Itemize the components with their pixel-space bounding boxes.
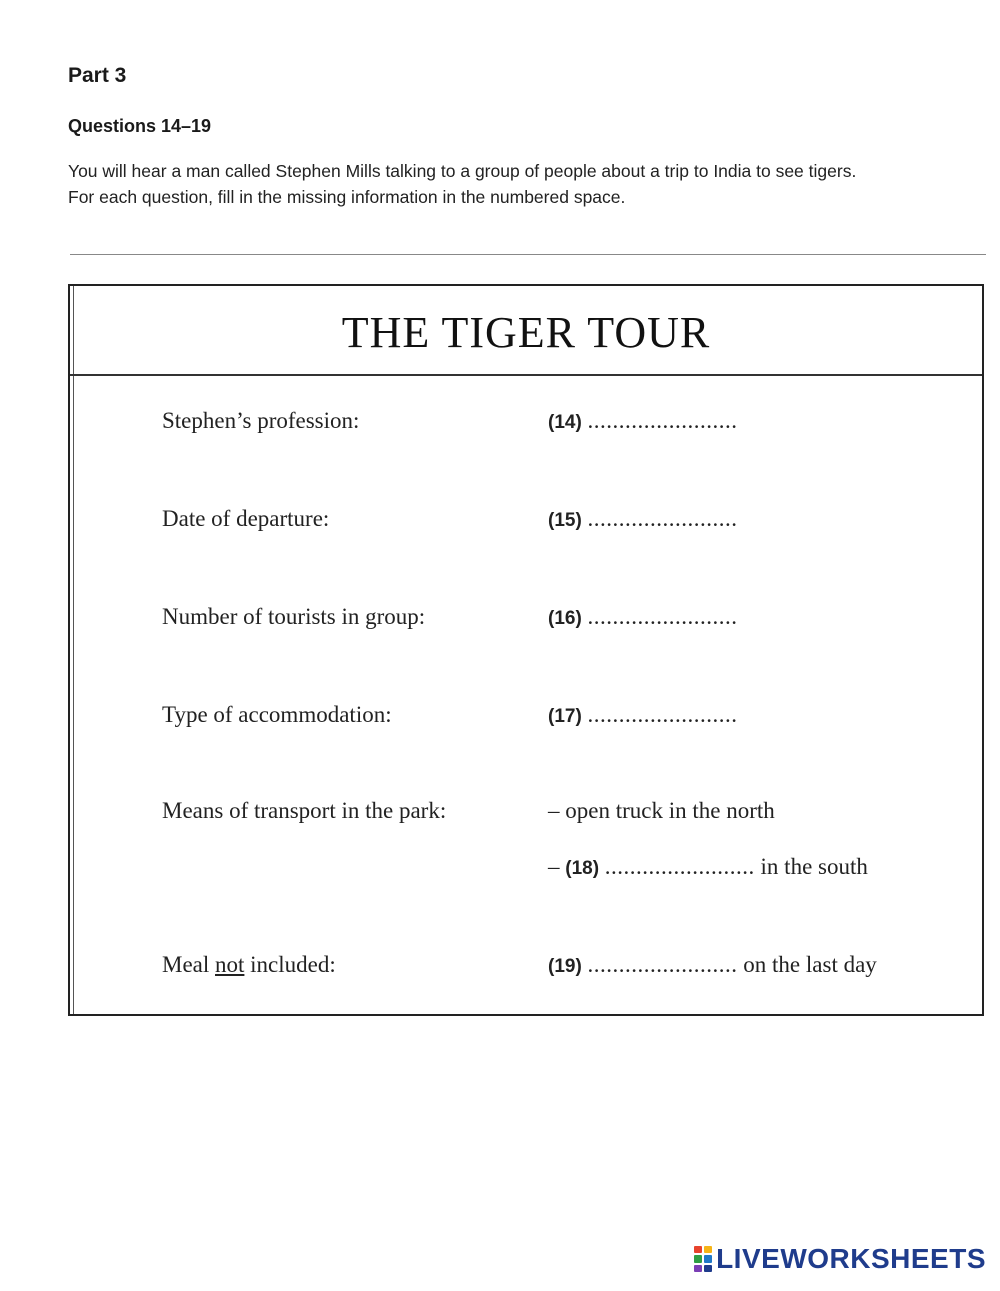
divider xyxy=(70,254,986,255)
logo-square xyxy=(694,1265,702,1272)
label-part: Meal xyxy=(162,952,216,977)
question-number: (15) xyxy=(548,510,582,531)
answer-blank[interactable]: ........................ xyxy=(587,408,738,433)
answer-16[interactable] xyxy=(548,604,738,630)
logo-square xyxy=(704,1246,712,1253)
answer-suffix: in the south xyxy=(754,854,868,879)
logo-text: LIVEWORKSHEETS xyxy=(716,1243,986,1274)
question-number: (17) xyxy=(548,706,582,727)
field-label: Stephen’s profession: xyxy=(162,408,360,433)
answer-blank[interactable]: ........................ xyxy=(587,952,738,977)
answer-15[interactable] xyxy=(548,506,738,532)
answer-blank[interactable]: ........................ xyxy=(587,702,738,727)
answer-18[interactable] xyxy=(548,854,868,880)
answer-blank[interactable]: ........................ xyxy=(604,854,755,879)
tiger-tour-form xyxy=(68,284,984,1016)
liveworksheets-icon xyxy=(694,1246,712,1272)
logo-square xyxy=(694,1255,702,1262)
question-number: (18) xyxy=(565,858,600,879)
answer-14[interactable] xyxy=(548,408,738,434)
form-title: THE TIGER TOUR xyxy=(341,307,711,357)
logo-square xyxy=(704,1255,712,1262)
label-part: included: xyxy=(244,952,336,977)
field-label: Type of accommodation: xyxy=(162,702,392,727)
answer-17[interactable] xyxy=(548,702,738,728)
field-label xyxy=(162,952,336,978)
answer-19[interactable] xyxy=(548,952,877,978)
form-title-row xyxy=(70,286,982,376)
question-number: (14) xyxy=(548,412,582,433)
question-number: (16) xyxy=(548,608,582,629)
question-number: (19) xyxy=(548,956,582,977)
part-heading: Part 3 xyxy=(68,64,127,87)
answer-suffix: on the last day xyxy=(737,952,877,977)
field-label: Means of transport in the park: xyxy=(162,798,447,823)
instruction-task: For each question, fill in the missing information in the numbered space. xyxy=(68,187,626,207)
label-emphasis: not xyxy=(215,952,245,977)
dash-prefix: – xyxy=(548,854,566,879)
logo-square xyxy=(704,1265,712,1272)
answer-blank[interactable]: ........................ xyxy=(587,604,738,629)
logo-square xyxy=(694,1246,702,1253)
answer-blank[interactable]: ........................ xyxy=(587,506,738,531)
transport-north: – open truck in the north xyxy=(548,798,775,823)
questions-heading: Questions 14–19 xyxy=(68,116,212,136)
instructions xyxy=(68,158,978,210)
instruction-intro: You will hear a man called Stephen Mills talking to a group of people about a trip to India to see tigers. xyxy=(68,161,857,181)
liveworksheets-logo[interactable] xyxy=(694,1243,986,1275)
field-label: Date of departure: xyxy=(162,506,330,531)
box-inner-border xyxy=(73,286,74,1014)
field-label: Number of tourists in group: xyxy=(162,604,426,629)
